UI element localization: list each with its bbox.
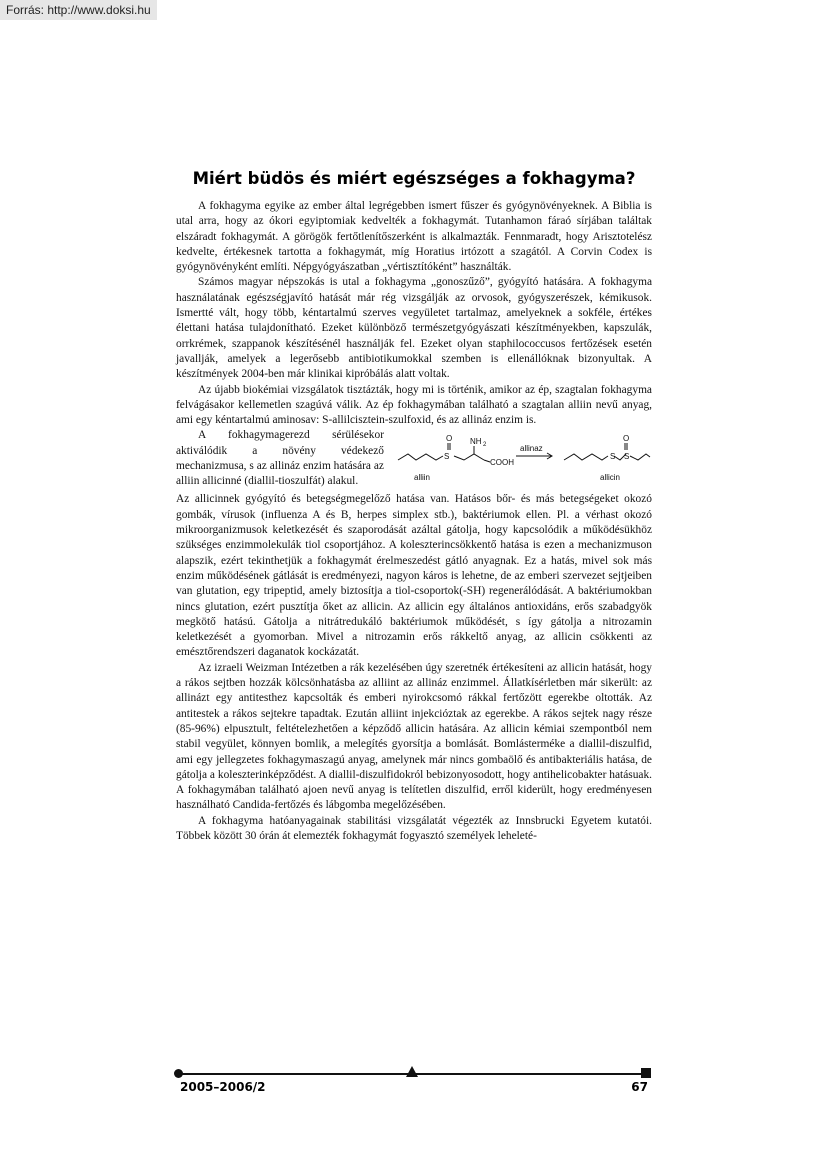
allicin-sulfur-label-1: S xyxy=(610,452,616,462)
reactant-label: alliin xyxy=(414,473,431,483)
alliin-chain xyxy=(398,454,443,460)
footer-square-marker xyxy=(641,1068,651,1078)
allicin-sulfur-label-2: S xyxy=(624,452,630,462)
article-body xyxy=(176,199,652,844)
paragraph-4-continuation: Az allicinnek gyógyító és betegségmegelőző hatása van. Hatásos bőr- és más betegségeket okozó gombák, vírusok (influenza A és B, herpes simplex stb.), baktériumok ellen. Pl. a vérhast okozó mikroorganizmusok keletkezését és szaporodását azáltal gátolja, hogy kapcsolódik a működésükhöz szükséges enzimmolekulák tiol csoportjához. A koleszterincsökkentő hatása is ezen a mechanizmuson alapszik, ezért tekinthetjük a fokhagymát érelmeszedést gátló anyagnak. Ez a hatás, mivel sok más enzim működésének gátlását is eredményezi, nagyon káros is lehetne, de az emberi szervezet sejtjeiben van glutation, egy tripeptid, amely biztosítja a tiol-csoportok(-SH) regenerálódását. A baktériumokban nincs glutation, ezért pusztítja őket az allicin. Az allicin egy általános antioxidáns, erős szabadgyök megkötő hatású. Gátolja a nitrátredukáló baktériumok működését, s így gátolja a nitrozamin keletkezését a gyomorban. Mivel a nitrozamin erős rákkeltő anyag, az allicin csökkenti az emésztőrendszeri daganatok kockázatát. xyxy=(176,493,652,659)
paragraph-5: Az izraeli Weizman Intézetben a rák kezelésében úgy szeretnék értékesíteni az allicin hatását, hogy a rákos sejtben hozzák kölcsönhatásba az alliint az allináz enzimmel. Állatkísérletben már sikerült: az allinázt egy antitesthez kapcsolták és emberi nyirokcsomó rákkal fertőzött egerekbe oltották. Az antitestek a rákos sejtekre tapadtak. Ezután alliint injekcióztak az egerekbe. A rákos sejtek nagy része (85-96%) elpusztult, feltételezhetően a képződő allicin hatására. Az allicin kémiai szempontból nem stabil vegyület, könnyen bomlik, a melegítés gyorsítja a bomlását. Bomlásterméke a diallil-diszulfid, ami egy jellegzetes fokhagymaszagú anyag, amelynek már nincs gombaölő és antibakteriális hatása, de gátolja a koleszterinképződést. A diallil-diszulfidokról bebizonyosodott, hogy antihelicobakter hatásuak. A fokhagymában található ajoen nevű anyag is telítetlen diszulfid, erről kiderült, hogy eredményesen használható Candida-fertőzés és lábgomba megelőzésében. xyxy=(176,661,652,812)
paragraph-3: Az újabb biokémiai vizsgálatok tisztázták, hogy mi is történik, amikor az ép, szagtalan fokhagyma felvágásakor kellemetlen szagúvá válik. Az ép fokhagymában található a szagtalan alliin nevű anyag, ami egy kéntartalmú aminosav: S-allilcisztein-szulfoxid, és az allináz enzim is. xyxy=(176,383,652,427)
reaction-figure xyxy=(392,430,652,490)
paragraph-6: A fokhagyma hatóanyagainak stabilitási vizsgálatát végezték az Innsbrucki Egyetem kutatói. Többek között 30 órán át elemezték fokhagymát fogyasztó személyek leheleté- xyxy=(176,814,652,842)
amine-subscript: 2 xyxy=(483,442,487,449)
enzyme-label: allinaz xyxy=(520,444,543,454)
alliin-oxygen-label: O xyxy=(446,434,453,444)
amine-label: NH xyxy=(470,437,482,447)
alliin-sulfur-label: S xyxy=(444,452,450,462)
reaction-scheme xyxy=(392,430,652,490)
article-title: Miért büdös és miért egészséges a fokhagyma? xyxy=(192,169,636,188)
figure-section xyxy=(176,428,652,492)
paragraph-2: Számos magyar népszokás is utal a fokhagyma „gonoszűző”, gyógyító hatására. A fokhagyma használatának egészségjavító hatását már rég vizsgálják az orvosok, gyógyszerészek, kémikusok. Ismertté vált, hogy több, kéntartalmú szerves vegyületet tartalmaz, amelyeknek a sokféle, értékes élettani hatása tulajdonítható. Ezeket különböző természetgyógyászati készítményekben, kapszulák, orrkrémek, szappanok készítésénél használják fel. Ezeket olyan staphilococcusos fertőzések esetén javallják, amelyek a legerősebb antibiotikumokkal szemben is ellenállóknak bizonyultak. A készítmények 2004-ben már klinikai kipróbálás alatt voltak. xyxy=(176,276,652,381)
paragraph-4: A fokhagymagerezd sérülésekor aktiválódik a növény védekező mechanizmusa, s az allináz enzim hatására az alliin allicinné (diallil-tioszulfát) alakul. xyxy=(176,429,384,488)
paragraph-1: A fokhagyma egyike az ember által legrégebben ismert fűszer és gyógynövényeknek. A Biblia is utal arra, hogy az ókori egyiptomiak kedvelték a fokhagymát. Tutanhamon fáraó sírjában találtak elszáradt fokhagymát. A görögök fertőtlenítőszerként is alkalmazták. Fennmaradt, hogy Arisztotelész kedvelte, értékesnek tartotta a fokhagymát, míg Horatius irtózott a szagától. A Corvin Codex is gyógynövényként említi. Népgyógyászatban „vértisztítóként” használták. xyxy=(176,200,652,274)
issue-number: 2005–2006/2 xyxy=(180,1080,266,1094)
source-banner: Forrás: http://www.doksi.hu xyxy=(0,0,157,20)
footer-triangle-marker xyxy=(406,1066,418,1077)
product-label: allicin xyxy=(600,473,621,483)
acid-label: COOH xyxy=(490,458,514,468)
allicin-oxygen-label: O xyxy=(623,434,630,444)
allicin-chain xyxy=(564,454,608,460)
page-number: 67 xyxy=(631,1080,648,1094)
